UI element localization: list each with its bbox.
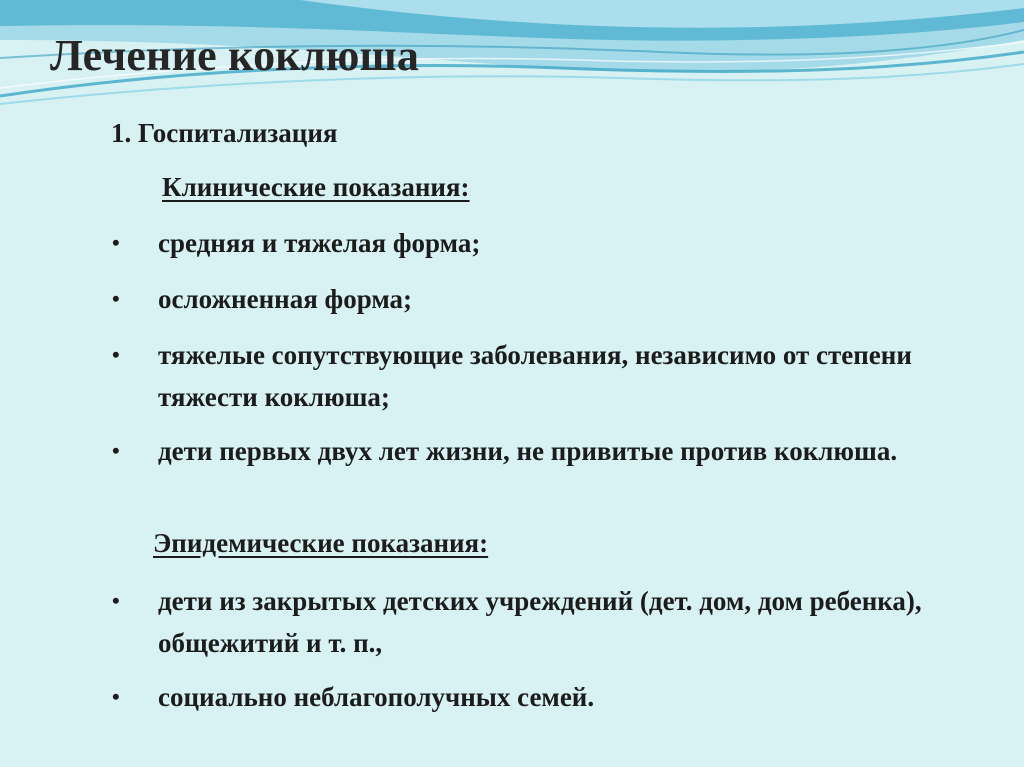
list-item-text: социально неблагополучных семей. [158, 682, 595, 712]
epidemic-indications-heading: Эпидемические показания: [153, 528, 489, 558]
bullet-icon: • [112, 286, 120, 311]
bullet-icon: • [112, 342, 120, 367]
clinical-indications-heading: Клинические показания: [162, 172, 470, 202]
list-item-text: дети первых двух лет жизни, не привитые против коклюша. [158, 436, 898, 466]
slide-title: Лечение коклюша [50, 31, 420, 80]
list-item-text: осложненная форма; [158, 284, 413, 314]
list-item-text: средняя и тяжелая форма; [158, 228, 481, 258]
bullet-icon: • [112, 230, 120, 255]
bullet-icon: • [112, 438, 120, 463]
section-heading: 1. Госпитализация [111, 118, 338, 148]
list-item-text: дети из закрытых детских учреждений (дет. дом, дом ребенка), общежитий и т. п., [158, 586, 922, 658]
bullet-icon: • [112, 588, 120, 613]
list-item-text: тяжелые сопутствующие заболевания, независимо от степени тяжести коклюша; [158, 340, 912, 412]
bullet-icon: • [112, 684, 120, 709]
